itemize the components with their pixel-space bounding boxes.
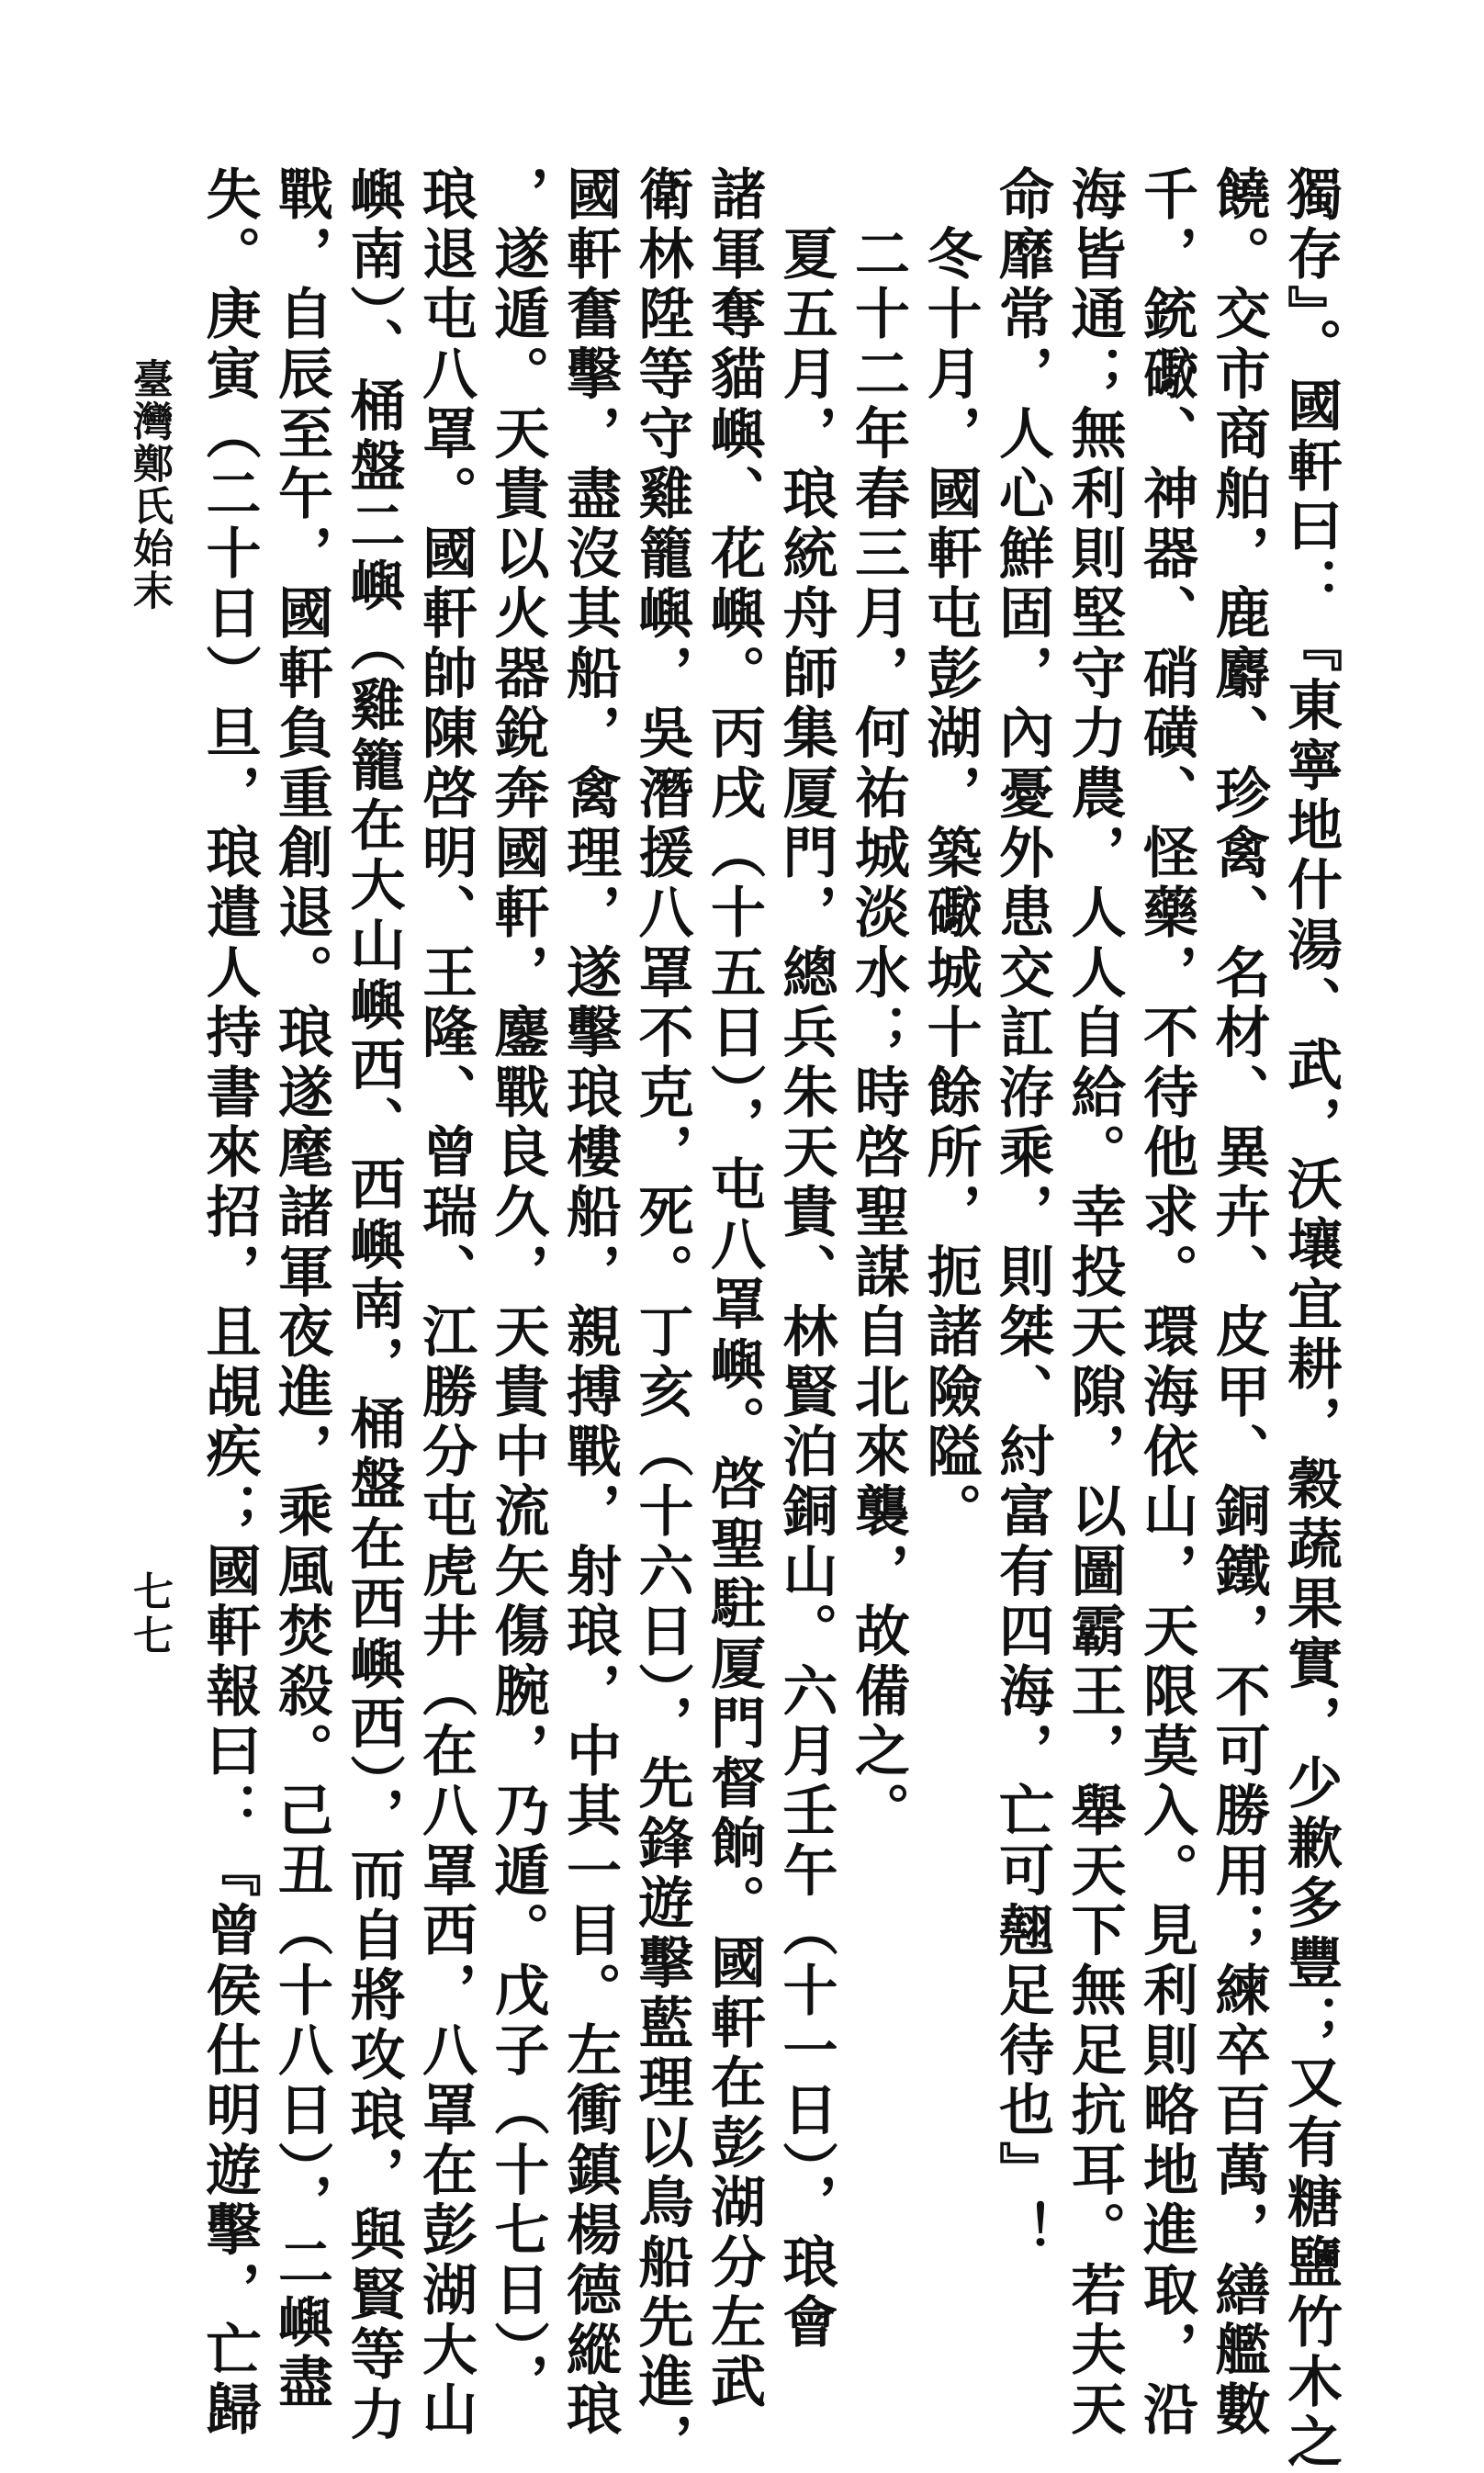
text-column: 千，銃礮、神器、硝磺、怪藥，不待他求。環海依山，天限莫入。見利則略地進取，沿 bbox=[1134, 165, 1198, 2441]
text-column: 國軒奮擊，盡沒其船，禽理，遂擊琅樓船，親搏戰，射琅，中其一目。左衝鎮楊德縱琅 bbox=[557, 165, 622, 2441]
text-column: 獨存』。國軒曰：『東寧地什湯、武，沃壤宜耕，穀蔬果實，少歉多豐；又有糖鹽竹木之 bbox=[1278, 165, 1343, 2473]
text-column: 海皆通；無利則堅守力農，人人自給。幸投天隙，以圖霸王，舉天下無足抗耳。若夫天 bbox=[1062, 165, 1127, 2441]
text-column: 戰，自辰至午，國軒負重創退。琅遂麾諸軍夜進，乘風焚殺。己丑（十八日），二嶼盡 bbox=[269, 165, 333, 2413]
main-text bbox=[193, 165, 1346, 2473]
text-column: 衛林陞等守雞籠嶼，吳潛援八罩不克，死。丁亥（十六日），先鋒遊擊藍理以鳥船先進， bbox=[629, 165, 694, 2473]
text-column: 命靡常，人心鮮固，內憂外患交訌洊乘，則桀、紂富有四海，亡可翹足待也』！ bbox=[990, 165, 1054, 2261]
text-column: 嶼南）、桶盤二嶼（雞籠在大山嶼西、西嶼南，桶盤在西嶼西），而自將攻琅，與賢等力 bbox=[341, 165, 406, 2445]
running-title: 臺灣鄭氏始末 bbox=[126, 358, 173, 612]
text-column: 饒。交市商舶，鹿麝、珍禽、名材、異卉、皮甲、銅鐵，不可勝用；練卒百萬，繕艦數 bbox=[1206, 165, 1271, 2441]
text-column: 冬十月，國軒屯彭湖，築礮城十餘所，扼諸險隘。 bbox=[917, 165, 983, 1543]
text-column: ，遂遁。天貴以火器銳奔國軒，鏖戰良久，天貴中流矢傷腕，乃遁。戊子（十七日）， bbox=[485, 165, 550, 2413]
page-number: 七七 bbox=[126, 1570, 173, 1658]
text-column: 夏五月，琅統舟師集厦門，總兵朱天貴、林賢泊銅山。六月壬午（十一日），琅會 bbox=[773, 165, 838, 2354]
text-column: 二十二年春三月，何祐城淡水；時啓聖謀自北來襲，故備之。 bbox=[846, 165, 910, 1842]
text-column: 失。庚寅（二十日）旦，琅遣人持書來招，且覘疾；國軒報曰：『曾侯仕明遊擊，亡歸 bbox=[197, 165, 262, 2441]
text-column: 琅退屯八罩。國軒帥陳啓明、王隆、曾瑞、江勝分屯虎井（在八罩西，八罩在彭湖大山 bbox=[413, 165, 478, 2441]
text-column: 諸軍奪貓嶼、花嶼。丙戌（十五日），屯八罩嶼。啓聖駐厦門督餉。國軒在彭湖分左武 bbox=[702, 165, 766, 2413]
